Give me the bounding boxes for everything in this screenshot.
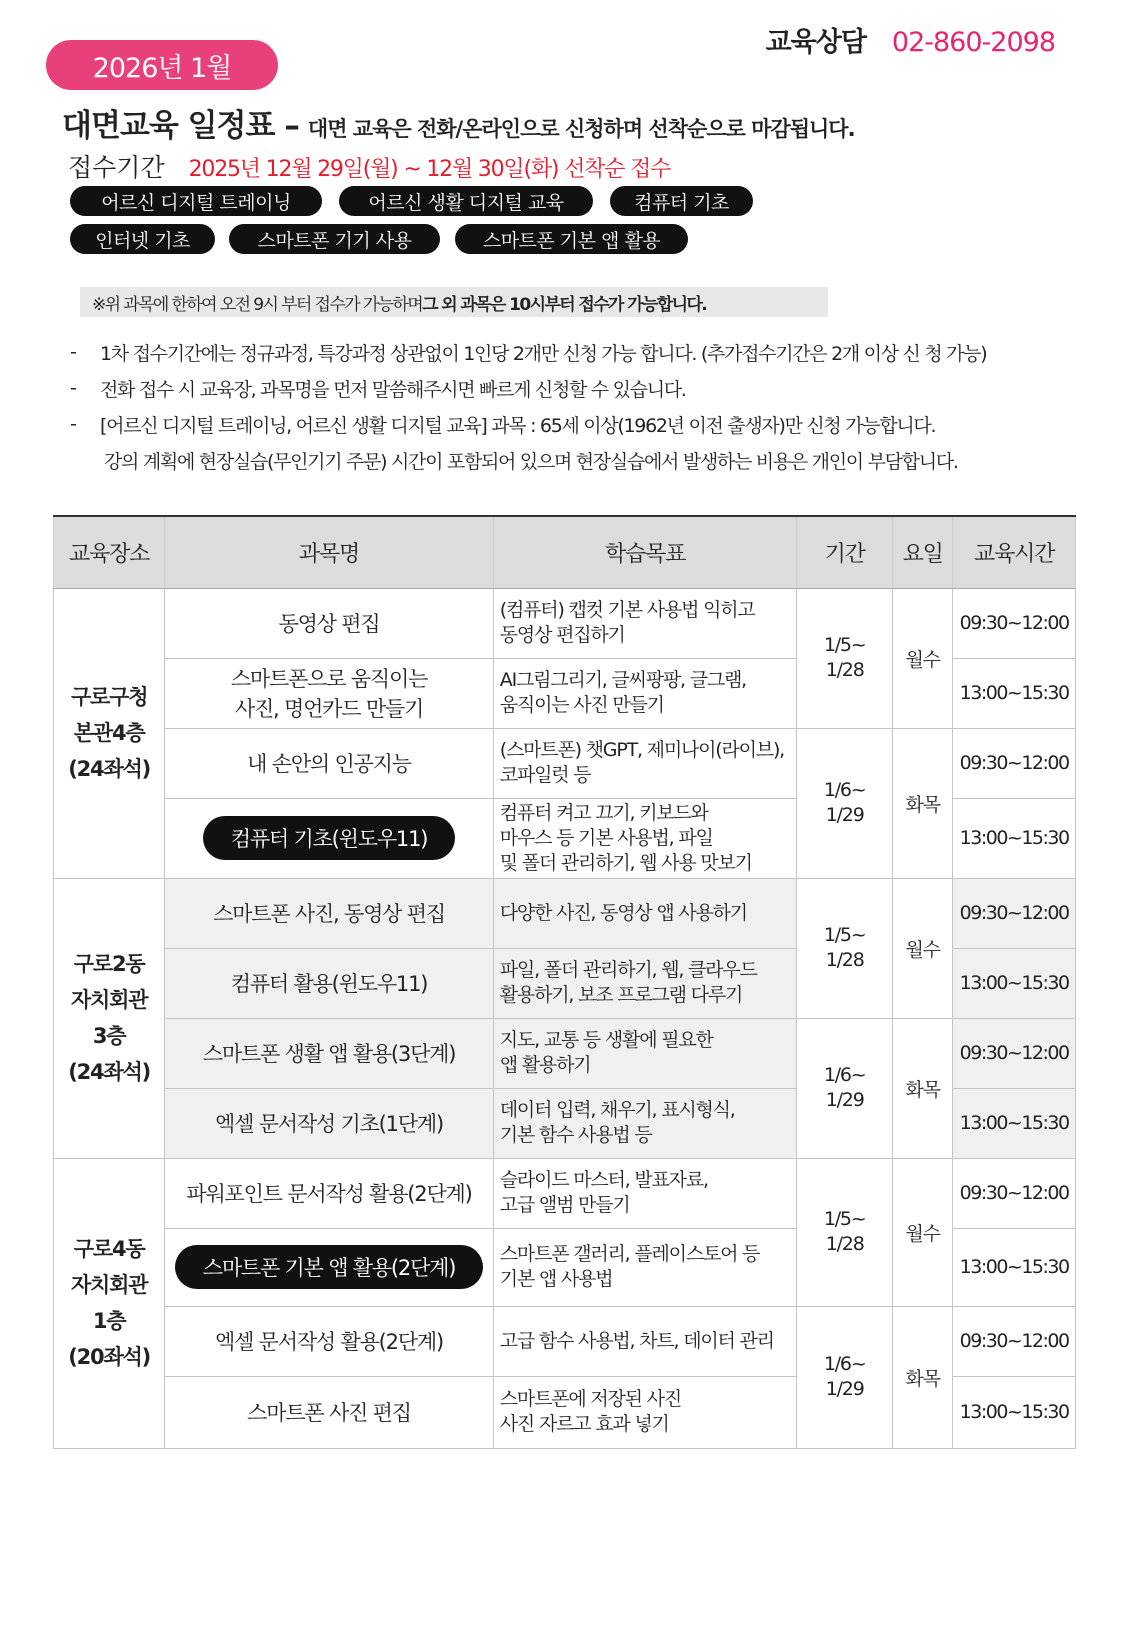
course-pill-smartphone-basic-apps: 스마트폰 기본 앱 활용 <box>455 224 688 254</box>
time-cell: 13:00~15:30 <box>953 1376 1076 1448</box>
day-cell: 월수 <box>892 878 952 1018</box>
period-cell: 1/5~ 1/28 <box>797 878 893 1018</box>
period-cell: 1/6~ 1/29 <box>797 728 893 878</box>
course-pill-computer-basics: 컴퓨터 기초 <box>610 186 753 216</box>
day-cell: 월수 <box>892 588 952 728</box>
time-cell: 13:00~15:30 <box>953 1228 1076 1306</box>
contact-info <box>766 20 1055 59</box>
goal-cell: 다양한 사진, 동영상 앱 사용하기 <box>493 878 797 948</box>
list-item: - [어르신 디지털 트레이닝, 어르신 생활 디지털 교육] 과목 : 65세 이상(1962년 이전 출생자)만 신청 가능합니다. <box>70 413 936 437</box>
table-row <box>54 728 1076 798</box>
time-cell: 13:00~15:30 <box>953 1088 1076 1158</box>
subject-cell: 엑셀 문서작성 활용(2단계) <box>165 1306 494 1376</box>
page-subtitle: 대면 교육은 전화/온라인으로 신청하며 선착순으로 마감됩니다. <box>307 117 855 141</box>
goal-cell: (스마트폰) 챗GPT, 제미나이(라이브), 코파일럿 등 <box>493 728 797 798</box>
subject-cell <box>165 1228 494 1306</box>
guideline-list <box>70 334 1100 478</box>
list-item-continuation: 강의 계획에 현장실습(무인기기 주문) 시간이 포함되어 있으며 현장실습에서 발생하는 비용은 개인이 부담합니다. <box>104 450 958 473</box>
header-place: 교육장소 <box>54 516 165 588</box>
subject-cell: 파워포인트 문서작성 활용(2단계) <box>165 1158 494 1228</box>
goal-cell: 고급 함수 사용법, 차트, 데이터 관리 <box>493 1306 797 1376</box>
goal-cell: 스마트폰 갤러리, 플레이스토어 등 기본 앱 사용법 <box>493 1228 797 1306</box>
subject-cell: 동영상 편집 <box>165 588 494 658</box>
course-pill-senior-digital-training: 어르신 디지털 트레이닝 <box>70 186 322 216</box>
header-subject: 과목명 <box>165 516 494 588</box>
table-header-row <box>54 516 1076 588</box>
list-item: - 1차 접수기간에는 정규과정, 특강과정 상관없이 1인당 2개만 신청 가능 합니다. (추가접수기간은 2개 이상 신 청 가능) <box>70 341 987 365</box>
header-time: 교육시간 <box>953 516 1076 588</box>
highlighted-subject-pill: 스마트폰 기본 앱 활용(2단계) <box>175 1245 484 1289</box>
time-cell: 09:30~12:00 <box>953 878 1076 948</box>
day-cell: 화목 <box>892 1306 952 1448</box>
schedule-table <box>53 515 1076 1449</box>
time-cell: 13:00~15:30 <box>953 948 1076 1018</box>
subject-cell: 스마트폰 사진 편집 <box>165 1376 494 1448</box>
time-cell: 09:30~12:00 <box>953 1018 1076 1088</box>
contact-phone[interactable]: 02-860-2098 <box>891 27 1055 58</box>
period-cell: 1/6~ 1/29 <box>797 1018 893 1158</box>
subject-cell <box>165 798 494 878</box>
title-dash: – <box>284 108 300 144</box>
goal-cell: 슬라이드 마스터, 발표자료, 고급 앨범 만들기 <box>493 1158 797 1228</box>
subject-cell: 스마트폰으로 움직이는 사진, 명언카드 만들기 <box>165 658 494 728</box>
subject-cell: 컴퓨터 활용(윈도우11) <box>165 948 494 1018</box>
table-row <box>54 878 1076 948</box>
period-cell: 1/5~ 1/28 <box>797 1158 893 1306</box>
month-badge: 2026년 1월 <box>46 40 278 90</box>
period-cell: 1/5~ 1/28 <box>797 588 893 728</box>
title-row <box>62 100 855 145</box>
time-cell: 13:00~15:30 <box>953 658 1076 728</box>
highlighted-subject-pill: 컴퓨터 기초(윈도우11) <box>203 816 455 860</box>
period-value: 2025년 12월 29일(월) ~ 12월 30일(화) 선착순 접수 <box>188 157 671 182</box>
course-pill-internet-basics: 인터넷 기초 <box>70 224 215 254</box>
table-row <box>54 1158 1076 1228</box>
goal-cell: 지도, 교통 등 생활에 필요한 앱 활용하기 <box>493 1018 797 1088</box>
time-cell: 09:30~12:00 <box>953 1306 1076 1376</box>
subject-cell: 내 손안의 인공지능 <box>165 728 494 798</box>
period-label: 접수기간 <box>68 153 165 182</box>
list-item: - 전화 접수 시 교육장, 과목명을 먼저 말씀해주시면 빠르게 신청할 수 있습니다. <box>70 377 686 401</box>
time-cell: 13:00~15:30 <box>953 798 1076 878</box>
application-period <box>68 148 670 184</box>
time-cell: 09:30~12:00 <box>953 588 1076 658</box>
subject-cell: 엑셀 문서작성 기초(1단계) <box>165 1088 494 1158</box>
goal-cell: (컴퓨터) 캡컷 기본 사용법 익히고 동영상 편집하기 <box>493 588 797 658</box>
table-row <box>54 588 1076 658</box>
table-row <box>54 1306 1076 1376</box>
goal-cell: 스마트폰에 저장된 사진 사진 자르고 효과 넣기 <box>493 1376 797 1448</box>
goal-cell: AI그림그리기, 글씨팡팡, 글그램, 움직이는 사진 만들기 <box>493 658 797 728</box>
course-pill-smartphone-device: 스마트폰 기기 사용 <box>229 224 440 254</box>
place-cell: 구로구청 본관4층 (24좌석) <box>54 588 165 878</box>
day-cell: 화목 <box>892 728 952 878</box>
subject-cell: 스마트폰 사진, 동영상 편집 <box>165 878 494 948</box>
page-title: 대면교육 일정표 <box>62 108 275 144</box>
subject-cell: 스마트폰 생활 앱 활용(3단계) <box>165 1018 494 1088</box>
notice-text: ※위 과목에 한하여 오전 9시 부터 접수가 가능하며 <box>92 294 423 315</box>
goal-cell: 파일, 폴더 관리하기, 웹, 클라우드 활용하기, 보조 프로그램 다루기 <box>493 948 797 1018</box>
period-cell: 1/6~ 1/29 <box>797 1306 893 1448</box>
day-cell: 월수 <box>892 1158 952 1306</box>
goal-cell: 컴퓨터 켜고 끄기, 키보드와 마우스 등 기본 사용법, 파일 및 폴더 관리하기, 웹 사용 맛보기 <box>493 798 797 878</box>
time-cell: 09:30~12:00 <box>953 1158 1076 1228</box>
header-day: 요일 <box>892 516 952 588</box>
course-pill-senior-life-digital: 어르신 생활 디지털 교육 <box>339 186 593 216</box>
goal-cell: 데이터 입력, 채우기, 표시형식, 기본 함수 사용법 등 <box>493 1088 797 1158</box>
header-period: 기간 <box>797 516 893 588</box>
notice-box <box>80 287 828 317</box>
place-cell: 구로4동 자치회관 1층 (20좌석) <box>54 1158 165 1448</box>
day-cell: 화목 <box>892 1018 952 1158</box>
place-cell: 구로2동 자치회관 3층 (24좌석) <box>54 878 165 1158</box>
table-row <box>54 1018 1076 1088</box>
header-goal: 학습목표 <box>493 516 797 588</box>
notice-bold: 그 외 과목은 10시부터 접수가 가능합니다. <box>422 294 707 315</box>
contact-label: 교육상담 <box>765 27 866 58</box>
time-cell: 09:30~12:00 <box>953 728 1076 798</box>
